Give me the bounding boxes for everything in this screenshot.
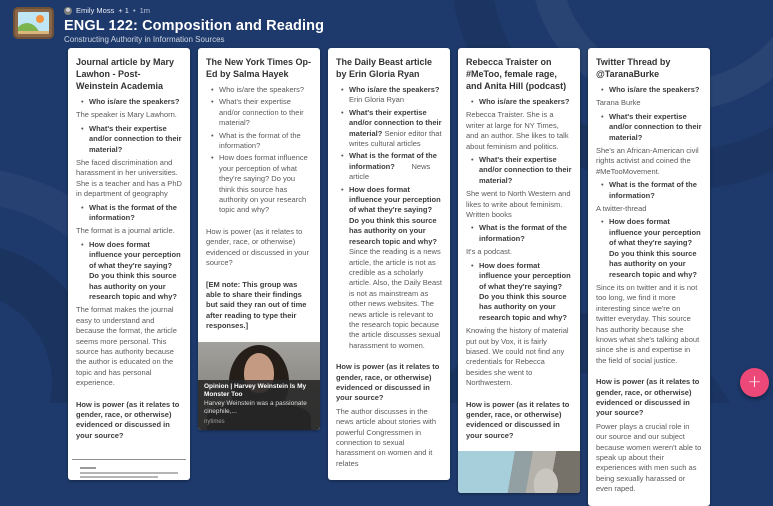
question-bullet <box>341 151 442 182</box>
portrait-image <box>198 342 320 430</box>
bold-paragraph: How is power (as it relates to gender, race, or otherwise) evidenced or discussed in your source? <box>466 399 570 440</box>
sun-icon <box>36 15 44 23</box>
add-post-button[interactable] <box>740 368 769 397</box>
answer-text: She faced discrimination and harassment in her universities. She is a teacher and has a PhD in department of geography <box>76 158 182 199</box>
author-name: Emily Moss <box>76 6 115 15</box>
bullet-icon: • <box>601 217 604 227</box>
board-column <box>458 48 580 493</box>
header-text <box>64 6 324 44</box>
question-text: What's their expertise and/or connection to their material? <box>89 123 182 154</box>
board-thumbnail-icon[interactable] <box>13 7 54 39</box>
post-time: 1m <box>139 6 151 15</box>
link-source: nytimes <box>204 418 225 425</box>
question-text: What's their expertise and/or connection to their material? <box>219 97 304 128</box>
board-column <box>328 48 450 480</box>
question-text: How does format influence your perception of what they're saying? Do you think this source has authority on your research topic and why? <box>609 217 701 279</box>
answer-text: The speaker is Mary Lawhorn. <box>76 110 177 120</box>
document-divider <box>72 459 186 460</box>
bullet-icon: • <box>471 97 474 106</box>
question-text: What's their expertise and/or connection to their material? <box>479 155 572 185</box>
question-text: How does format influence your perception of what they're saying? Do you think this source has authority on your research topic and why? Since the reading is a news article, the article is not as credible as a scholarly article. Also, the Daily Beast is not as mainstream as other news websites. The news article is relevant to the research topic because the article discusses sexual harassment to women. <box>349 184 442 350</box>
bullet-icon: • <box>81 97 84 106</box>
bullet-icon: • <box>341 107 344 117</box>
question-text: What is the format of the information? <box>609 180 697 200</box>
bullet-icon: • <box>601 180 604 190</box>
bold-paragraph: How is power (as it relates to gender, race, or otherwise) evidenced or discussed in your source? <box>336 362 440 403</box>
question-bullet <box>471 97 572 107</box>
question-text: Who is/are the speakers? <box>479 97 570 106</box>
answer-text: Knowing the history of material put out by Vox, it is fairly biased. We could not find any credentials for Rebecca besides she went to Northwestern. <box>466 326 569 388</box>
question-text: What is the format of the information? News article <box>349 151 437 182</box>
question-bullet <box>471 261 572 323</box>
question-bullet <box>341 85 442 106</box>
question-bullet <box>341 108 442 150</box>
question-bullet <box>211 131 312 152</box>
bold-paragraph: How is power (as it relates to gender, race, or otherwise) evidenced or discussed in your source? <box>76 399 180 440</box>
podcast-photo <box>458 451 580 493</box>
question-text: Who is/are the speakers? Erin Gloria Ryan <box>349 85 440 105</box>
paragraph-text: How is power (as it relates to gender, race, or otherwise) evidenced or discussed in your source? <box>206 226 309 268</box>
post-title: Journal article by Mary Lawhon - Post-Weinstein Academia <box>76 57 175 91</box>
bold-paragraph: How is power (as it relates to gender, race, or otherwise) evidenced or discussed in your source? <box>596 377 700 418</box>
board-columns <box>68 48 710 506</box>
document-preview[interactable] <box>68 459 190 478</box>
question-bullet <box>81 240 182 302</box>
document-text-line <box>80 467 96 469</box>
post-card[interactable] <box>198 48 320 430</box>
post-title: Rebecca Traister on #MeToo, female rage, and Anita Hill (podcast) <box>466 57 567 91</box>
board-subtitle: Constructing Authority in Information Sources <box>64 35 225 44</box>
bold-paragraph: [EM note: This group was able to share their findings but said they ran out of time after reading to type their responses.] <box>206 279 307 331</box>
bullet-icon: • <box>211 85 214 94</box>
question-text: Who is/are the speakers? <box>609 85 700 94</box>
question-text: How does format influence your perception of what they're saying? Do you think this source has authority on your research topic and why? <box>479 260 571 322</box>
link-caption-text: Harvey Weinstein was a passionate cinephile,... <box>204 399 307 416</box>
question-bullet <box>601 112 702 143</box>
question-text: What is the format of the information? <box>219 130 301 151</box>
answer-text: It's a podcast. <box>466 247 513 257</box>
question-bullet <box>211 153 312 215</box>
bullet-icon: • <box>341 85 344 94</box>
bullet-icon: • <box>211 97 214 107</box>
link-caption-title: Opinion | Harvey Weinstein Is My Monster Too <box>204 382 307 399</box>
bullet-icon: • <box>471 155 474 165</box>
bullet-icon: • <box>471 223 474 233</box>
board-meta <box>64 6 324 15</box>
question-bullet <box>81 124 182 155</box>
question-text: What is the format of the information? <box>479 223 567 243</box>
answer-text: A twitter-thread <box>596 204 647 214</box>
bullet-icon: • <box>211 130 214 140</box>
question-bullet <box>211 97 312 128</box>
question-bullet <box>471 155 572 186</box>
answer-text: She went to North Western and likes to write about feminism. Written books <box>466 189 571 220</box>
document-text-line <box>80 472 178 474</box>
question-bullet <box>81 203 182 224</box>
bullet-icon: • <box>341 151 344 161</box>
question-text: What's their expertise and/or connection to their material? Senior editor that writes cultural articles <box>349 107 442 149</box>
question-bullet <box>471 223 572 244</box>
question-bullet <box>211 85 312 95</box>
question-text: What is the format of the information? <box>89 202 177 223</box>
bullet-icon: • <box>81 239 84 249</box>
question-text: What's their expertise and/or connection to their material? <box>609 111 702 142</box>
question-bullet <box>341 185 442 352</box>
post-card[interactable] <box>328 48 450 480</box>
picture-icon <box>18 12 49 34</box>
board-column <box>68 48 190 480</box>
meta-separator: • <box>132 6 136 15</box>
bullet-icon: • <box>601 85 604 94</box>
collaborators-count[interactable]: + 1 <box>118 6 129 15</box>
post-title: The New York Times Op-Ed by Salma Hayek <box>206 57 312 79</box>
question-bullet <box>601 85 702 95</box>
author-avatar[interactable] <box>64 7 72 15</box>
answer-text: She's an African-American civil rights activist and coined the #MeTooMovement. <box>596 146 699 176</box>
question-bullet <box>601 217 702 279</box>
answer-text: Power plays a crucial role in our source and our subject because women weren't able to speak up about their experiences with men such as being sexually harassed or even raped. <box>596 421 702 494</box>
board-title: ENGL 122: Composition and Reading <box>64 18 325 34</box>
bullet-icon: • <box>81 123 84 133</box>
ground-icon <box>18 31 49 34</box>
answer-text: Since its on twitter and it is not too long, we find it more interesting since we're on twitter everyday. This source has authority because she knows what she's talking about since she is and expertise in the field of social justice. <box>596 282 700 365</box>
question-text: Who is/are the speakers? <box>89 97 180 106</box>
board-header <box>0 0 773 47</box>
plus-icon: + <box>747 372 762 392</box>
question-bullet <box>601 180 702 201</box>
link-preview[interactable] <box>198 342 320 430</box>
post-title: Twitter Thread by @TaranaBurke <box>596 57 671 79</box>
post-card[interactable] <box>68 48 190 480</box>
post-card[interactable] <box>458 48 580 493</box>
post-title: The Daily Beast article by Erin Gloria Ryan <box>336 57 433 79</box>
question-text: How does format influence your perception of what they're saying? Do you think this source has authority on your research topic and why? <box>219 153 308 215</box>
post-card[interactable] <box>588 48 710 506</box>
bullet-icon: • <box>81 202 84 212</box>
answer-text: The format is a journal article. <box>76 226 175 236</box>
question-text: How does format influence your perception of what they're saying? Do you think this source has authority on your research topic and why? <box>89 239 181 301</box>
answer-text: The format makes the journal easy to understand and because the format, the article seems more personal. This source has authority because the author is educated on the topic and has personal experience. <box>76 305 177 388</box>
image-preview[interactable] <box>458 451 580 493</box>
bullet-icon: • <box>471 260 474 270</box>
answer-text: The author discusses in the news article about stories with powerful Congressmen in connection to sexual harassment on women and it relates <box>336 406 437 468</box>
document-text-line <box>80 476 158 478</box>
answer-text: Tarana Burke <box>596 98 641 108</box>
bullet-icon: • <box>341 184 344 194</box>
board-column <box>588 48 710 506</box>
question-text: Who is/are the speakers? <box>219 85 305 94</box>
question-bullet <box>81 97 182 107</box>
bullet-icon: • <box>211 153 214 163</box>
answer-text: Rebecca Traister. She is a writer at large for NY Times, and an author. She likes to talk about feminism and politics. <box>466 110 569 151</box>
board-column <box>198 48 320 430</box>
link-caption <box>198 380 320 430</box>
bullet-icon: • <box>601 111 604 121</box>
